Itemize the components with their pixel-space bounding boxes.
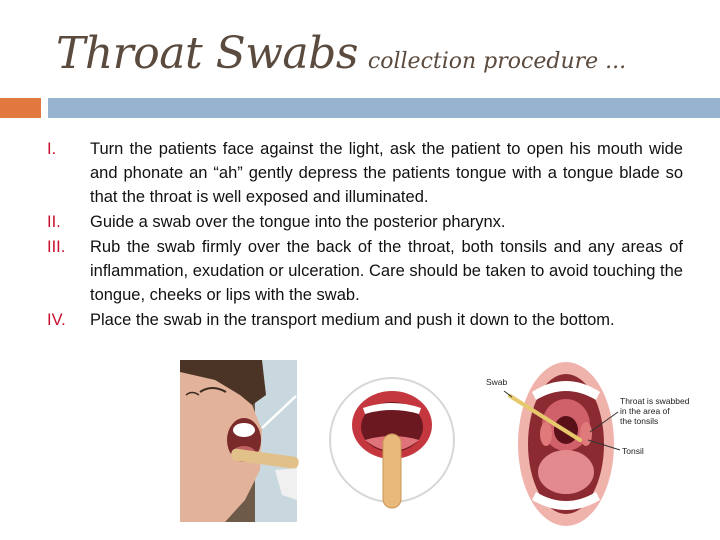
label-throat-line-1: Throat is swabbed — [620, 396, 690, 406]
step-item — [40, 210, 683, 234]
step-item — [40, 308, 683, 332]
label-throat-line-2: in the area of — [620, 406, 670, 416]
label-swab: Swab — [486, 377, 508, 387]
accent-bar-blue — [48, 98, 720, 118]
patient-photo — [180, 360, 299, 522]
step-item — [40, 235, 683, 307]
step-number: I. — [47, 140, 57, 158]
step-number: III. — [47, 238, 66, 256]
procedure-steps — [40, 137, 683, 333]
title-main: Throat Swabs — [56, 28, 358, 79]
accent-bar-orange — [0, 98, 41, 118]
step-item — [40, 137, 683, 209]
title-sub: collection procedure ... — [367, 49, 627, 74]
step-text: Rub the swab firmly over the back of the throat, both tonsils and any areas of inflammation, exudation or ulceration. Care should be taken to avoid touching the tongue, cheeks or lips with the swab. — [90, 238, 683, 304]
step-number: II. — [47, 213, 61, 231]
step-text: Turn the patients face against the light, ask the patient to open his mouth wide and phonate an “ah” gently depress the patients tongue with a tongue blade so that the throat is well exposed and illuminated. — [90, 140, 683, 206]
slide-title — [56, 28, 626, 79]
step-number: IV. — [47, 311, 66, 329]
mouth-circle-illustration — [330, 378, 454, 508]
label-tonsil: Tonsil — [622, 446, 644, 456]
label-throat-line-3: the tonsils — [620, 416, 659, 426]
step-text: Place the swab in the transport medium and push it down to the bottom. — [90, 311, 615, 329]
throat-diagram — [486, 362, 690, 526]
step-text: Guide a swab over the tongue into the posterior pharynx. — [90, 213, 506, 231]
